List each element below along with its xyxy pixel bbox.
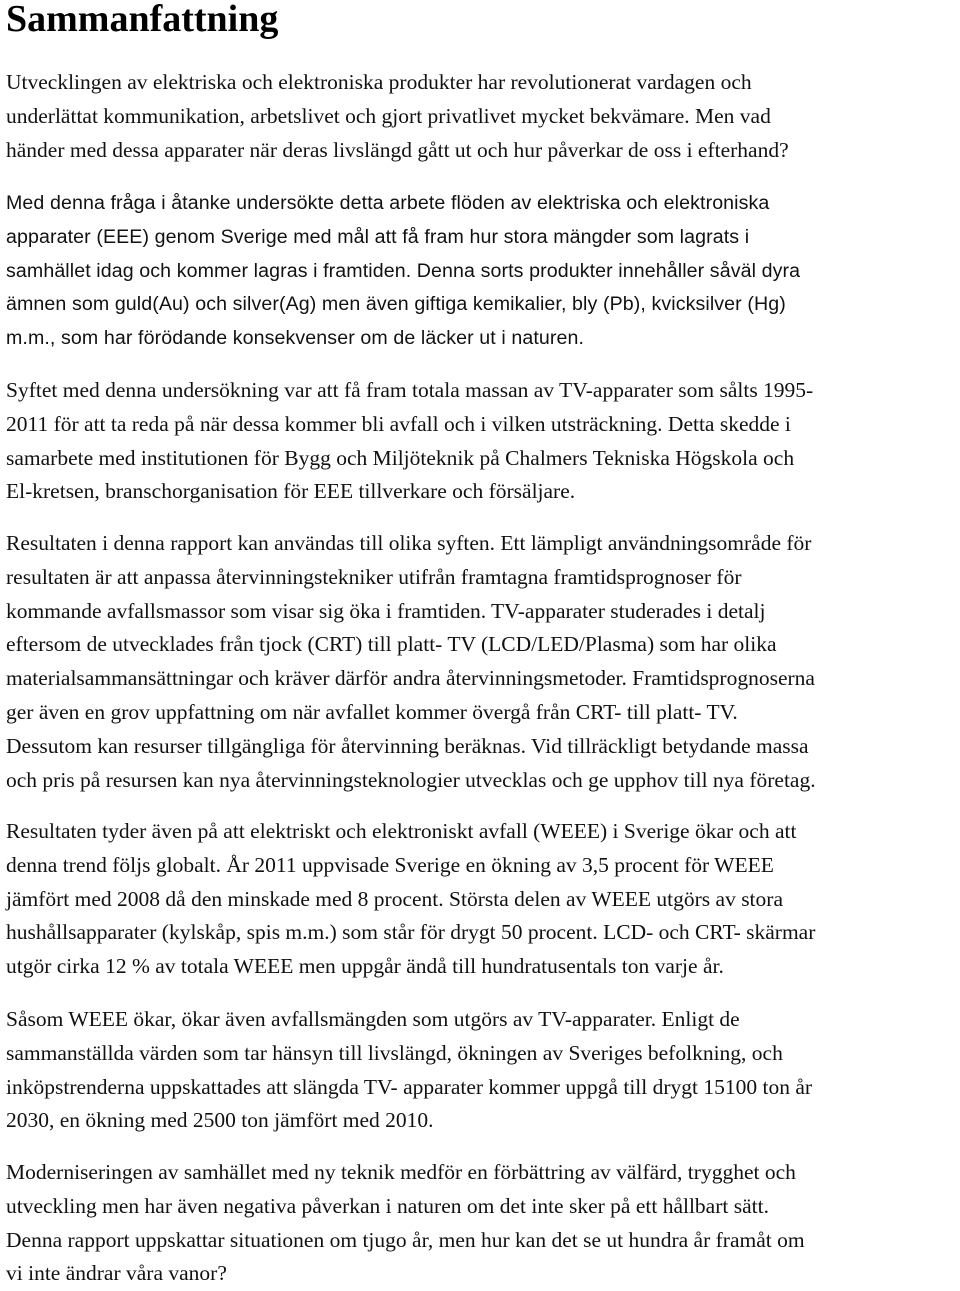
paragraph-question (6, 187, 800, 356)
document-page (6, 0, 958, 1286)
text-line: ger även en grov uppfattning om när avfallet kommer övergå från CRT- till platt- TV. (6, 699, 738, 724)
text-line: händer med dessa apparater när deras livslängd gått ut och hur påverkar de oss i efterhand? (6, 137, 789, 162)
text-line: Såsom WEEE ökar, ökar även avfallsmängden som utgörs av TV-apparater. Enligt de (6, 1007, 740, 1031)
page-title: Sammanfattning (6, 0, 279, 40)
paragraph-purpose (6, 374, 813, 509)
text-line: Dessutom kan resurser tillgängliga för återvinning beräknas. Vid tillräckligt betydande massa (6, 733, 809, 758)
paragraph-results-usage (6, 527, 816, 797)
text-line: jämfört med 2008 då den minskade med 8 procent. Största delen av WEEE utgörs av stora (6, 886, 783, 911)
text-line: apparater (EEE) genom Sverige med mål att få fram hur stora mängder som lagrats i (6, 225, 750, 248)
text-line: utveckling men har även negativa påverkan i naturen om det inte sker på ett hållbart sätt. (6, 1193, 769, 1218)
text-line: samarbete med institutionen för Bygg och Miljöteknik på Chalmers Tekniska Högskola och (6, 445, 795, 470)
text-line: Denna rapport uppskattar situationen om tjugo år, men hur kan det se ut hundra år framåt om (6, 1227, 805, 1252)
text-line: m.m., som har förödande konsekvenser om de läcker ut i naturen. (6, 327, 585, 350)
text-line: 2030, en ökning med 2500 ton jämfört med 2010. (6, 1108, 434, 1133)
text-line: ämnen som guld(Au) och silver(Ag) men även giftiga kemikalier, bly (Pb), kvicksilver (Hg) (6, 293, 786, 316)
paragraph-weee-trends (6, 815, 815, 984)
text-line: Moderniseringen av samhället med ny teknik medför en förbättring av välfärd, trygghet och (6, 1160, 796, 1184)
text-line: vi inte ändrar våra vanor? (6, 1261, 227, 1286)
text-line: sammanställda värden som tar hänsyn till livslängd, ökningen av Sveriges befolkning, och (6, 1040, 783, 1065)
paragraph-tv-forecast (6, 1003, 812, 1138)
text-line: Utvecklingen av elektriska och elektroniska produkter har revolutionerat vardagen och (6, 70, 752, 94)
paragraph-introduction (6, 66, 789, 167)
text-line: kommande avfallsmassor som visar sig öka i framtiden. TV-apparater studerades i detalj (6, 598, 766, 623)
text-line: eftersom de utvecklades från tjock (CRT) till platt- TV (LCD/LED/Plasma) som har olika (6, 632, 777, 657)
text-line: utgör cirka 12 % av totala WEEE men uppgår ändå till hundratusentals ton varje år. (6, 954, 724, 979)
text-line: inköpstrenderna uppskattades att slängda TV- apparater kommer uppgå till drygt 15100 ton år (6, 1074, 813, 1099)
text-line: samhället idag och kommer lagras i framtiden. Denna sorts produkter innehåller såväl dyra (6, 259, 801, 282)
text-line: hushållsapparater (kylskåp, spis m.m.) som står för drygt 50 procent. LCD- och CRT- skärmar (6, 920, 816, 945)
text-line: denna trend följs globalt. År 2011 uppvisade Sverige en ökning av 3,5 procent för WEEE (6, 852, 774, 877)
text-line: Resultaten tyder även på att elektriskt och elektroniskt avfall (WEEE) i Sverige ökar och att (6, 819, 797, 843)
text-line: underlättat kommunikation, arbetslivet och gjort privatlivet mycket bekvämare. Men vad (6, 103, 771, 128)
text-line: materialsammansättningar och kräver därför andra återvinningsmetoder. Framtidsprognoserna (6, 666, 815, 691)
text-line: 2011 för att ta reda på när dessa kommer bli avfall och i vilken utsträckning. Detta skedde i (6, 411, 791, 436)
text-line: Med denna fråga i åtanke undersökte detta arbete flöden av elektriska och elektroniska (6, 192, 770, 214)
text-line: och pris på resursen kan nya återvinningsteknologier utvecklas och ge upphov till nya företag. (6, 767, 816, 792)
text-line: El-kretsen, branschorganisation för EEE tillverkare och försäljare. (6, 479, 576, 504)
text-line: resultaten är att anpassa återvinningstekniker utifrån framtagna framtidsprognoser för (6, 564, 742, 589)
paragraph-conclusion (6, 1156, 805, 1291)
text-line: Syftet med denna undersökning var att få fram totala massan av TV-apparater som sålts 1995- (6, 378, 814, 402)
text-line: Resultaten i denna rapport kan användas till olika syften. Ett lämpligt användningsområde för (6, 531, 812, 555)
